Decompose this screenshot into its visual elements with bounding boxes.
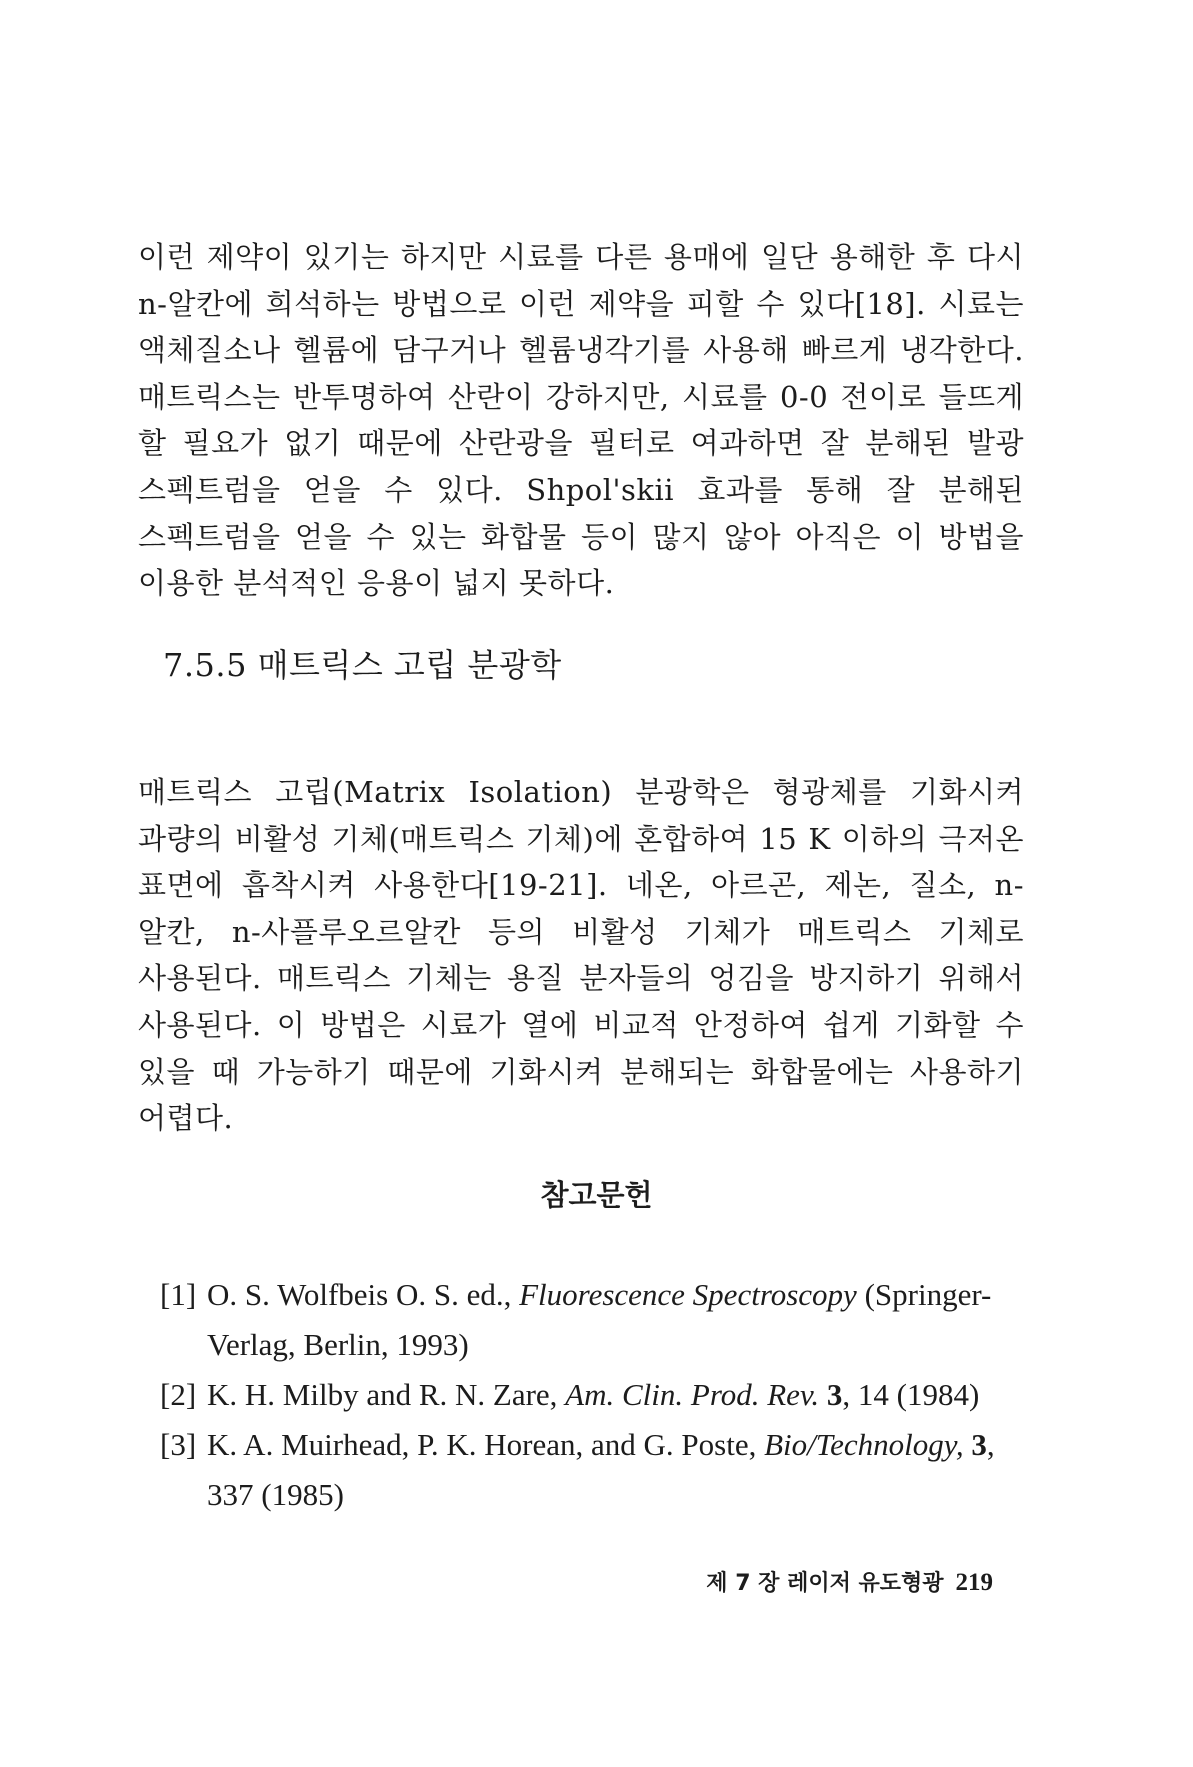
reference-details: , 337 (1985): [207, 1427, 995, 1512]
section-heading: 7.5.5 매트릭스 고립 분광학: [163, 646, 562, 684]
page-footer: [706, 1568, 993, 1599]
reference-number: [1]: [160, 1277, 197, 1312]
reference-number: [2]: [160, 1377, 197, 1412]
reference-title: Fluorescence Spectroscopy: [519, 1277, 857, 1312]
page-number: 219: [955, 1569, 993, 1596]
body-paragraph: 매트릭스 고립(Matrix Isolation) 분광학은 형광체를 기화시켜 과량의 비활성 기체(매트릭스 기체)에 혼합하여 15 K 이하의 극저온 표면에 흡착시켜 사용한다[19-21]. 네온, 아르곤, 제논, 질소, n-알칸, n-사플루오르알칸 등의 비활성 기체가 매트릭스 기체로 사용된다. 매트릭스 기체는 용질 분자들의 엉김을 방지하기 위해서 사용된다. 이 방법은 시료가 열에 비교적 안정하여 쉽게 기화할 수 있을 때 가능하기 때문에 기화시켜 분해되는 화합물에는 사용하기 어렵다.: [138, 775, 1024, 1136]
reference-volume: 3: [971, 1427, 987, 1462]
reference-item: [160, 1270, 1024, 1370]
reference-volume: 3: [826, 1377, 843, 1412]
body-paragraph: 이런 제약이 있기는 하지만 시료를 다른 용매에 일단 용해한 후 다시 n-알칸에 희석하는 방법으로 이런 제약을 피할 수 있다[18]. 시료는 액체질소나 헬륨에 담구거나 헬륨냉각기를 사용해 빠르게 냉각한다. 매트릭스는 반투명하여 산란이 강하지만, 시료를 0-0 전이로 들뜨게 할 필요가 없기 때문에 산란광을 필터로 여과하면 잘 분해된 발광 스펙트럼을 얻을 수 있다. Shpol'skii 효과를 통해 잘 분해된 스펙트럼을 얻을 수 있는 화합물 등이 많지 않아 아직은 이 방법을 이용한 분석적인 응용이 넓지 못하다.: [138, 240, 1024, 601]
references-heading: 참고문헌: [540, 1178, 653, 1212]
reference-item: [160, 1420, 1024, 1520]
reference-details: (Springer-Verlag, Berlin, 1993): [207, 1277, 992, 1362]
reference-journal: Bio/Technology,: [764, 1427, 964, 1462]
reference-authors: K. A. Muirhead, P. K. Horean, and G. Poste,: [207, 1427, 765, 1462]
reference-number: [3]: [160, 1427, 197, 1462]
reference-list: [160, 1270, 1024, 1520]
chapter-label: 제 7 장 레이저 유도형광: [706, 1571, 944, 1596]
reference-authors: K. H. Milby and R. N. Zare,: [207, 1377, 566, 1412]
reference-authors: O. S. Wolfbeis O. S. ed.,: [207, 1277, 520, 1312]
reference-journal: Am. Clin. Prod. Rev.: [565, 1377, 820, 1412]
reference-item: [160, 1370, 1024, 1420]
reference-details: , 14 (1984): [842, 1377, 980, 1412]
